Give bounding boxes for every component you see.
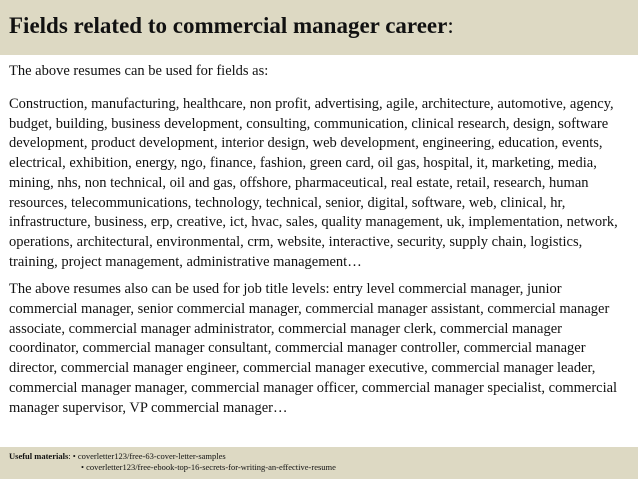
page-title-text: Fields related to commercial manager career: [9, 13, 448, 38]
main-content: [9, 61, 631, 418]
footer-line-2: [81, 462, 336, 473]
footer-link-cover-letters[interactable]: coverletter123/free-63-cover-letter-samples: [77, 451, 226, 461]
title-banner: [0, 0, 638, 55]
footer-banner: [0, 447, 638, 479]
page-title-colon: :: [447, 13, 454, 38]
footer-label: Useful materials: [9, 451, 69, 461]
footer-separator: :: [68, 451, 73, 461]
footer-link-ebook[interactable]: coverletter123/free-ebook-top-16-secrets-for-writing-an-effective-resume: [86, 462, 336, 472]
fields-paragraph: Construction, manufacturing, healthcare, non profit, advertising, agile, architecture, automotive, agency, budget, building, business development, consulting, communication, clinical research, design, software development, product development, interior design, web development, engineering, education, events, electrical, exhibition, energy, ngo, finance, fashion, green card, oil gas, hospital, it, marketing, media, mining, nhs, non technical, oil and gas, offshore, pharmaceutical, real estate, retail, research, human resources, telecommunications, technology, technical, senior, digital, software, web, clinical, hr, infrastructure, business, erp, creative, ict, hvac, sales, quality management, uk, implementation, network, operations, architectural, environmental, crm, website, interactive, security, supply chain, logistics, training, project management, administrative management…: [9, 96, 618, 270]
intro-text: The above resumes can be used for fields as:: [9, 63, 269, 79]
job-titles-paragraph: The above resumes also can be used for job title levels: entry level commercial manager, junior commercial manager, senior commercial manager, commercial manager assistant, commercial manager associate, commercial manager administrator, commercial manager clerk, commercial manager coordinator, commercial manager consultant, commercial manager controller, commercial manager director, commercial manager engineer, commercial manager executive, commercial manager leader, commercial manager manager, commercial manager officer, commercial manager specialist, commercial manager supervisor, VP commercial manager…: [9, 281, 618, 416]
footer-line-1: [9, 451, 226, 462]
footer-bullet-icon: •: [72, 451, 76, 461]
page-title: [9, 12, 454, 40]
footer-bullet-icon: •: [81, 462, 84, 472]
